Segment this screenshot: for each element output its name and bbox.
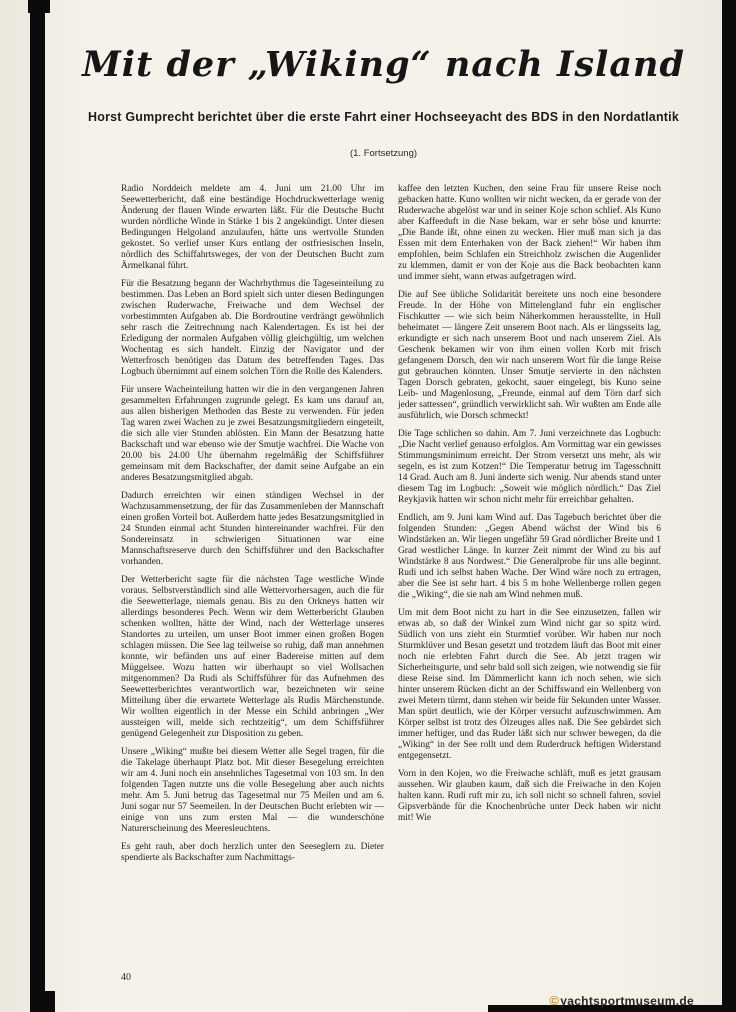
article-body	[121, 184, 661, 990]
watermark-text: yachtsportmuseum.de	[560, 994, 694, 1008]
scan-edge-right	[722, 0, 736, 1012]
paragraph: Unsere „Wiking“ mußte bei diesem Wetter alle Segel tragen, für die die Takelage überhaupt Platz bot. Mit dieser Besegelung erreichten wir am 4. Juni noch ein ansehnliches Tagesetmal von 103 sm. In den folgenden Tagen nutzte uns die volle Besegelung aber auch nichts mehr. Am 5. Juni betrug das Tagesetmal nur 75 Meilen und am 6. Juni sogar nur 57 Seemeilen. In der Deutschen Bucht erlebten wir — einige von uns zum ersten Mal — die wunderschöne Naturerscheinung des Meeresleuchtens.	[121, 747, 384, 834]
paragraph: Für die Besatzung begann der Wachrhythmus die Tageseinteilung zu bestimmen. Das Leben an Bord spielt sich unter diesen Bedingungen zwischen Ruderwache, Freiwache und dem Wechsel der vorbestimmten Aufgaben ab. Die Bordroutine verdrängt gewöhnlich sehr rasch die Zeitrechnung nach Kalendertagen. Es ist bei der Erledigung der normalen Aufgaben völlig gleichgültig, um welchen Wochentag es sich handelt. Einzig der Navigator und der Wetterfrosch benötigen das Datum des betreffenden Tages. Das Logbuch übernimmt auf einem solchen Törn die Rolle des Kalenders.	[121, 279, 384, 377]
paragraph: kaffee den letzten Kuchen, den seine Frau für unsere Reise noch gebacken hatte. Kuno wollten wir nicht wecken, da er gerade von der Ruderwache abgelöst war und in seiner Koje schon schlief. Als Kuno aber Kaffeeduft in die Nase bekam, war er sehr böse und knurrte: „Die Bande ißt, ohne einen zu wecken. Hier muß man sich ja das Essen mit dem Enterhaken von der Back ziehen!“ Wir haben ihm empfohlen, beim Schlafen ein Streichholz zwischen die Augenlider zu klemmen, damit er von der Koje aus die Back beobachten kann und immer sieht, wann etwas aufgetragen wird.	[398, 184, 661, 282]
watermark	[549, 993, 694, 1008]
paragraph: Endlich, am 9. Juni kam Wind auf. Das Tagebuch berichtet über die folgenden Stunden: „Gegen Abend wächst der Wind bis 6 Windstärken an. Wir liegen ungefähr 59 Grad nördlicher Breite und 1 Grad westlicher Länge. In kurzer Zeit nimmt der Wind zu bis auf Windstärke 8 aus Nordwest.“ Die Generalprobe für uns alle beginnt. Rudi und ich selbst haben Wache. Der Wind wäre noch zu ertragen, aber die See ist sehr hart. 4 bis 5 m hohe Wellenberge rollen gegen die „Wiking“, die sie nah am Wind nehmen muß.	[398, 513, 661, 600]
continuation-note: (1. Fortsetzung)	[349, 148, 418, 159]
scan-edge-left	[30, 0, 45, 1012]
scan-blob-top-left	[28, 0, 50, 13]
paragraph: Für unsere Wacheinteilung hatten wir die in den vergangenen Jahren gesammelten Erfahrungen zugrunde gelegt. Es kam uns darauf an, aus allen bisherigen Methoden das Beste zu verwenden. Für jeden Tag waren zwei Wachen zu je zwei Besatzungsmitgliedern eingeteilt, die sich alle vier Stunden ablösten. Ein Mann der Besatzung hatte Backschaft und war ebenso wie der Smutje wachfrei. Die Wache von 20.00 bis 24.00 Uhr übernahm regelmäßig der Schiffsführer gemeinsam mit dem Backschafter, der damit seine Aufgabe an ein anderes Besatzungsmitglied abgab.	[121, 385, 384, 483]
paragraph: Die Tage schlichen so dahin. Am 7. Juni verzeichnete das Logbuch: „Die Nacht verlief genauso erfolglos. Am Vormittag war ein gewisses Stimmungsminimum erreicht. Der Strom versetzt uns mehr, als wir segeln, es ist zum Kotzen!“ Die Temperatur betrug im Tagesschnitt 14 Grad. Auch am 8. Juni änderte sich wenig. Nur abends stand unter diesem Tag im Logbuch: „Soweit wie möglich nördlich.“ Das Ziel Reykjavik hatten wir schon nicht mehr für erreichbar gehalten.	[398, 429, 661, 505]
paragraph: Es geht rauh, aber doch herzlich unter den Seeseglern zu. Dieter spendierte als Backschafter zum Nachmittags-	[121, 842, 384, 863]
paragraph: Der Wetterbericht sagte für die nächsten Tage westliche Winde voraus. Selbstverständlich sind alle Wettervorhersagen, auch die für die Seewetterlage, niemals genau. Bis zu den Orkneys hatten wir allerdings besonderes Pech. Wenn wir dem Wetterbericht Glauben schenken wollten, hätte der Wind, nach der Wetterlage unseres Standortes zu urteilen, um unser Boot immer einen großen Bogen schlagen müssen. Die See lag teilweise so ruhig, daß man annehmen konnte, wir befänden uns auf einer Badereise mitten auf dem Müggelsee. Wozu hatten wir überhaupt so viel Wollsachen mitgenommen? Da Rudi als Schiffsführer für das Aufnehmen des Seewetterberichtes verantwortlich war, bezeichneten wir seine Mitteilung über die erwartete Wetterlage als Rudis Märchenstunde. Wir wollten eigentlich in der Messe ein Schild anbringen „Wer aussteigen will, melde sich rechtzeitig“, um dem Schiffsführer genügend Gelegenheit zur Disposition zu geben.	[121, 575, 384, 739]
copyright-icon: ©	[549, 993, 560, 1008]
paragraph: Die auf See übliche Solidarität bereitete uns noch eine besondere Freude. In der Höhe von Mittelengland fuhr ein englischer Fischkutter — wie sich beim Näherkommen herausstellte, in Hull beheimatet — längere Zeit unserem Boot nach. Als er längsseits lag, erkundigte er sich nach unserem Boot und nach unserem Ziel. Als Geschenk bekamen wir von ihm einen vollen Korb mit frisch gefangenem Dorsch, den wir nach unserem Wort für die lange Reise gut gebrauchen könnten. Unser Smutje servierte in den nächsten Tagen Dorsch gebraten, gekocht, sauer eingelegt, bis Kuno seine Leib- und Magenlosung, „Freunde, einmal auf dem Törn darf sich jeder sattessen“, gründlich verwirklicht sah. Wir wußten am Ende alle ausführlich, wie Dorsch schmeckt!	[398, 290, 661, 421]
paragraph: Um mit dem Boot nicht zu hart in die See einzusetzen, fallen wir etwas ab, so daß der Winkel zum Wind nicht gar so spitz wird. Südlich von uns zieht ein Sturmtief vorüber. Wir haben nur noch Sturmklüver und Besan gesetzt und trotzdem läuft das Boot mit einer noch nie erlebten Fahrt durch die See. Ab jetzt tragen wir Sicherheitsgurte, und sehr bald soll sich zeigen, wie notwendig sie für diese Reise sind. Im Dämmerlicht kann ich noch sehen, wie sich hinter unserem Rücken dicht an der Schiffswand ein Wellenberg von zwei Metern türmt, dann stehen wir beide für Sekunden unter Wasser. Man spürt deutlich, wie der Körper versucht aufzuschwimmen. Am Körper selbst ist trotz des Ölzeuges alles naß. Die See gebärdet sich immer heftiger, und das Ruder läßt sich nur schwer bewegen, da die „Wiking“ in der See rollt und dem Ruderdruck heftigen Widerstand entgegensetzt.	[398, 608, 661, 761]
right-column	[398, 184, 661, 990]
page-number: 40	[121, 972, 131, 983]
article-title: Mit der „Wiking“ nach Island	[82, 44, 685, 85]
paragraph: Dadurch erreichten wir einen ständigen Wechsel in der Wachzusammensetzung, der für das Zusammenleben der Mannschaft einen großen Vorteil bot. Außerdem hatte jedes Besatzungsmitglied in 24 Stunden einmal acht Stunden hintereinander wachfrei. Für den Sondereinsatz in schwierigen Situationen war eine Mannschaftsreserve durch den Schiffsführer und den Backschafter vorhanden.	[121, 491, 384, 567]
left-column	[121, 184, 384, 990]
paragraph: Radio Norddeich meldete am 4. Juni um 21.00 Uhr im Seewetterbericht, daß eine beständige Hochdruckwetterlage wenig Änderung der flauen Winde erwarten läßt. Für die Deutsche Bucht wurden nördliche Winde in Stärke 1 bis 2 angekündigt. Unter diesen Bedingungen Helgoland anzulaufen, hätte uns wertvolle Stunden gekostet. So verlief unser Kurs entlang der ostfriesischen Inseln, nördlich des Schiffahrtsweges, der von der Deutschen Bucht zum Ärmelkanal führt.	[121, 184, 384, 271]
scan-blob-bottom-left	[30, 991, 55, 1012]
article-subtitle: Horst Gumprecht berichtet über die erste Fahrt einer Hochseeyacht des BDS in den Nordatlantik	[88, 110, 679, 124]
paragraph: Vorn in den Kojen, wo die Freiwache schläft, muß es jetzt grausam aussehen. Wir glauben kaum, daß sich die Freiwache in den Kojen halten kann. Rudi ruft mir zu, ich soll nicht so schnell fahren, soviel Gipsverbände für die Knochenbrüche unter Deck haben wir nicht mit! Wie	[398, 769, 661, 823]
